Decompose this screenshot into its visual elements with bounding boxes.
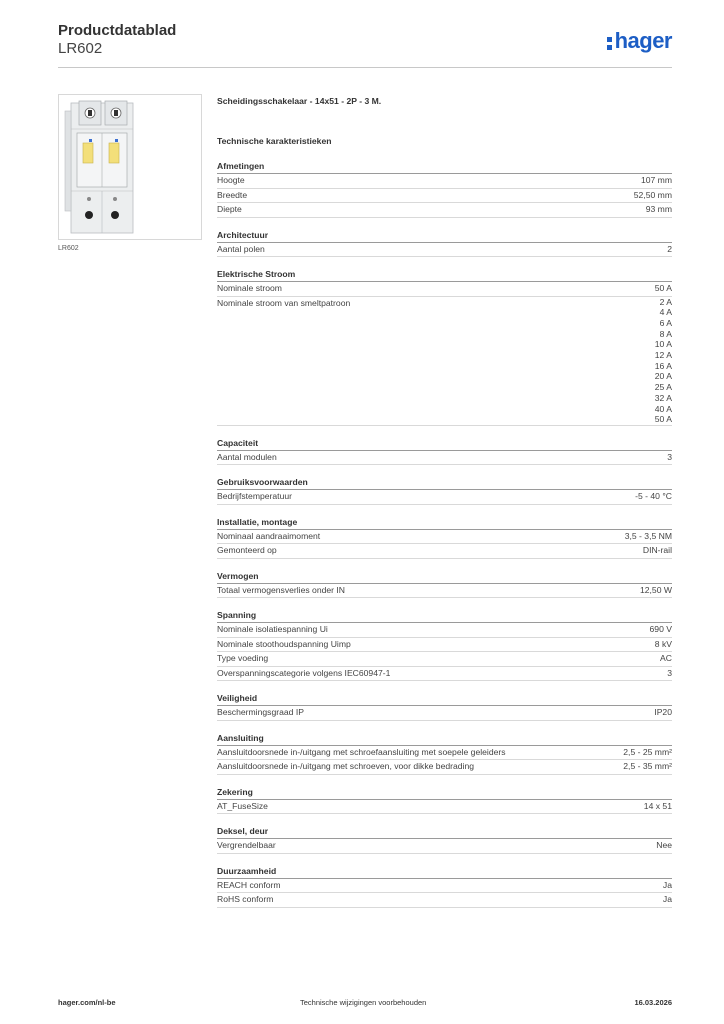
spec-section [217,161,672,218]
spec-value: Ja [662,894,672,905]
page-title: Productdatablad [58,22,177,39]
spec-label: Aantal polen [217,243,265,254]
spec-value: 20 A [654,371,672,382]
spec-row [217,746,672,761]
spec-row [217,451,672,466]
spec-section [217,438,672,466]
spec-value: -5 - 40 °C [635,491,672,502]
logo-wordmark: hager [614,28,672,53]
spec-value: Nee [656,840,672,851]
section-title: Deksel, deur [217,826,672,839]
spec-label: Totaal vermogensverlies onder IN [217,584,346,595]
spec-section [217,230,672,258]
spec-content [217,95,672,908]
section-title: Aansluiting [217,733,672,746]
spec-value: 12 A [654,350,672,361]
spec-row [217,282,672,297]
spec-section [217,826,672,854]
spec-label: AT_FuseSize [217,800,268,811]
spec-value: 52,50 mm [633,189,672,200]
spec-label: Overspanningscategorie volgens IEC60947-1 [217,667,391,678]
section-title: Vermogen [217,571,672,584]
spec-value: 8 A [659,328,672,339]
spec-label: Nominale stroom van smeltpatroon [217,297,351,308]
spec-value: AC [660,653,672,664]
section-title: Duurzaamheid [217,866,672,879]
spec-value: Ja [662,879,672,890]
spec-value: 2 A [659,296,672,307]
spec-row [217,544,672,559]
spec-value: 93 mm [645,204,672,214]
spec-value: 16 A [654,360,672,371]
page-header [58,22,672,68]
spec-row [217,800,672,815]
footer-date: 16.03.2026 [634,998,672,1007]
spec-row [217,243,672,258]
spec-row [217,760,672,775]
spec-row [217,189,672,204]
spec-row [217,490,672,505]
fuse-switch-illustration [59,95,201,239]
spec-label: Aansluitdoorsnede in-/uitgang met schroefaansluiting met soepele geleiders [217,746,506,757]
spec-label: Aantal modulen [217,451,277,462]
spec-label: Aansluitdoorsnede in-/uitgang met schroeven, voor dikke bedrading [217,761,475,772]
section-title: Elektrische Stroom [217,269,672,282]
spec-row [217,203,672,218]
footer-disclaimer: Technische wijzigingen voorbehouden [300,998,427,1007]
spec-label: Nominale stoothoudspanning Uimp [217,638,351,649]
spec-value: 3,5 - 3,5 NM [624,530,672,541]
logo-colon-icon [607,31,613,51]
spec-section [217,733,672,775]
spec-value: 4 A [659,307,672,318]
spec-value: 107 mm [640,175,672,185]
spec-section [217,269,672,426]
spec-label: Type voeding [217,653,269,664]
spec-label: Vergrendelbaar [217,840,276,851]
section-title: Capaciteit [217,438,672,451]
spec-section [217,610,672,681]
brand-logo [607,28,672,54]
spec-value: 40 A [654,403,672,414]
spec-value: 690 V [649,624,672,635]
spec-value: 50 A [654,283,672,293]
spec-row [217,297,672,426]
spec-label: Breedte [217,189,248,200]
product-code: LR602 [58,40,103,57]
spec-value: 32 A [654,392,672,403]
spec-row [217,893,672,908]
spec-value: 25 A [654,382,672,393]
spec-label: Nominaal aandraaimoment [217,530,321,541]
spec-section [217,571,672,599]
section-title: Afmetingen [217,161,672,174]
section-title: Spanning [217,610,672,623]
spec-label: Diepte [217,204,242,214]
spec-value: 10 A [654,339,672,350]
spec-label: Nominale isolatiespanning Ui [217,624,328,635]
spec-label: Beschermingsgraad IP [217,707,304,718]
spec-value: IP20 [654,707,672,718]
spec-row [217,706,672,721]
spec-row [217,667,672,682]
spec-value: 12,50 W [639,584,672,595]
spec-value: DIN-rail [642,545,672,556]
spec-value-list [655,297,672,425]
spec-label: Gemonteerd op [217,545,277,556]
footer-website: hager.com/nl-be [58,998,116,1007]
section-title: Installatie, montage [217,517,672,530]
spec-value: 3 [667,667,672,678]
spec-value: 2,5 - 35 mm² [623,761,672,772]
spec-section [217,693,672,721]
spec-row [217,623,672,638]
spec-row [217,652,672,667]
section-title: Zekering [217,787,672,800]
spec-row [217,839,672,854]
spec-row [217,584,672,599]
spec-section [217,517,672,559]
spec-row [217,174,672,189]
spec-value: 50 A [654,414,672,425]
spec-value: 2,5 - 25 mm² [623,746,672,757]
product-description: Scheidingsschakelaar - 14x51 - 2P - 3 M. [217,96,382,106]
spec-label: Hoogte [217,175,245,185]
spec-value: 14 x 51 [643,800,672,811]
section-title: Veiligheid [217,693,672,706]
tech-heading: Technische karakteristieken [217,136,332,146]
image-caption: LR602 [58,245,79,252]
header-divider [58,67,672,68]
spec-label: Bedrijfstemperatuur [217,491,292,502]
section-title: Architectuur [217,230,672,243]
spec-sections [217,161,672,908]
spec-value: 3 [667,451,672,462]
spec-row [217,530,672,545]
spec-value: 8 kV [654,638,672,649]
spec-value: 2 [667,243,672,254]
spec-section [217,866,672,908]
product-image [58,94,202,240]
spec-row [217,638,672,653]
spec-label: REACH conform [217,879,281,890]
spec-label: RoHS conform [217,894,274,905]
spec-section [217,787,672,815]
spec-value: 6 A [659,317,672,328]
section-title: Gebruiksvoorwaarden [217,477,672,490]
spec-row [217,879,672,894]
spec-section [217,477,672,505]
spec-label: Nominale stroom [217,283,282,293]
